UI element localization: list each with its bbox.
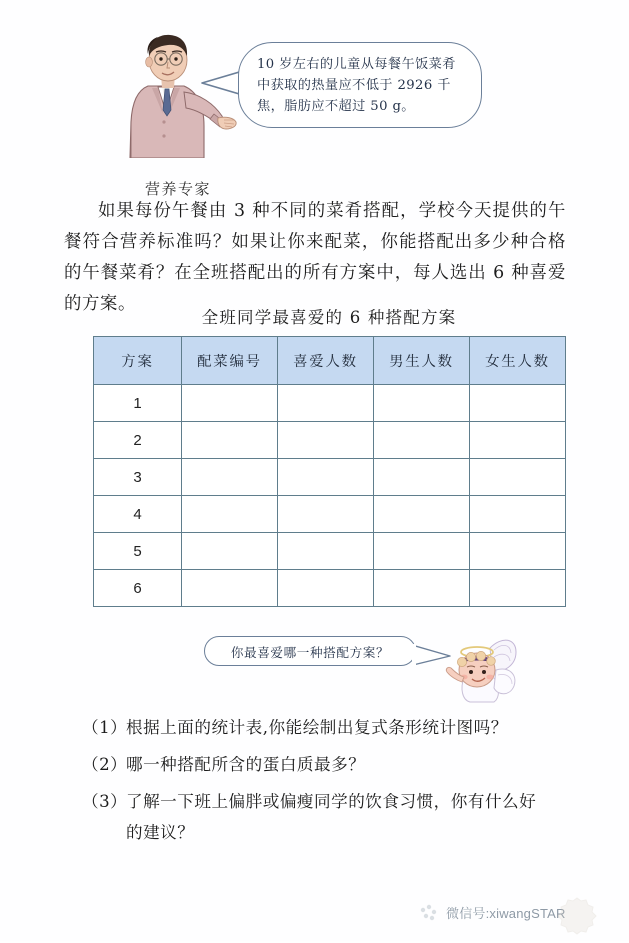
expert-block <box>118 30 248 198</box>
table-row <box>94 459 566 496</box>
main-paragraph: 如果每份午餐由 3 种不同的菜肴搭配，学校今天提供的午餐符合营养标准吗？如果让你来配菜，你能搭配出多少种合格的午餐菜肴？在全班搭配出的所有方案中，每人选出 6 种喜爱的方案。 <box>64 201 566 314</box>
question-item-2 <box>82 749 572 780</box>
question-text-3-line1: 了解一下班上偏胖或偏瘦同学的饮食习惯，你有什么好 <box>126 792 537 811</box>
column-header-girls-count: 女生人数 <box>470 337 566 385</box>
cell-favorite-count[interactable] <box>278 570 374 607</box>
cell-plan: 3 <box>94 459 182 496</box>
table-row <box>94 533 566 570</box>
cell-boys-count[interactable] <box>374 533 470 570</box>
table-row <box>94 570 566 607</box>
cell-girls-count[interactable] <box>470 533 566 570</box>
cell-boys-count[interactable] <box>374 496 470 533</box>
table-header-row <box>94 337 566 385</box>
cell-girls-count[interactable] <box>470 459 566 496</box>
question-number-2: （2） <box>82 755 128 774</box>
cell-favorite-count[interactable] <box>278 533 374 570</box>
statistics-table <box>93 336 566 607</box>
question-text-3-line2: 的建议？ <box>126 823 195 842</box>
speech-bubble-expert <box>238 42 482 128</box>
wechat-dots-icon <box>418 902 440 924</box>
cell-favorite-count[interactable] <box>278 459 374 496</box>
cell-girls-count[interactable] <box>470 496 566 533</box>
cell-dish-number[interactable] <box>182 422 278 459</box>
cell-boys-count[interactable] <box>374 459 470 496</box>
seal-watermark-icon <box>556 896 598 938</box>
cell-dish-number[interactable] <box>182 496 278 533</box>
angel-cherub-illustration <box>444 630 520 704</box>
question-text-2: 哪一种搭配所含的蛋白质最多？ <box>126 755 366 774</box>
cell-boys-count[interactable] <box>374 570 470 607</box>
question-item-1 <box>82 712 572 743</box>
question-number-1: （1） <box>82 718 128 737</box>
cell-dish-number[interactable] <box>182 533 278 570</box>
cell-favorite-count[interactable] <box>278 496 374 533</box>
cell-plan: 6 <box>94 570 182 607</box>
cell-plan: 2 <box>94 422 182 459</box>
question-text-3 <box>126 786 572 848</box>
column-header-boys-count: 男生人数 <box>374 337 470 385</box>
expert-caption: 营养专家 <box>144 180 211 198</box>
cell-boys-count[interactable] <box>374 385 470 422</box>
column-header-dish-number: 配菜编号 <box>182 337 278 385</box>
cell-favorite-count[interactable] <box>278 422 374 459</box>
cell-girls-count[interactable] <box>470 570 566 607</box>
cell-dish-number[interactable] <box>182 459 278 496</box>
speech-bubble-angel <box>204 636 416 666</box>
footer <box>418 900 618 930</box>
cell-girls-count[interactable] <box>470 422 566 459</box>
table-row <box>94 385 566 422</box>
cell-girls-count[interactable] <box>470 385 566 422</box>
table-title: 全班同学最喜爱的 6 种搭配方案 <box>201 308 457 327</box>
cell-plan: 4 <box>94 496 182 533</box>
table-row <box>94 496 566 533</box>
cell-boys-count[interactable] <box>374 422 470 459</box>
expert-bubble-text: 10 岁左右的儿童从每餐午饭菜肴中获取的热量应不低于 2926 千焦，脂肪应不超过 50 g。 <box>257 57 456 114</box>
footer-wechat-id: 微信号:xiwangSTAR <box>446 906 566 921</box>
column-header-favorite-count: 喜爱人数 <box>278 337 374 385</box>
questions-list <box>82 712 572 854</box>
column-header-plan: 方案 <box>94 337 182 385</box>
table-row <box>94 422 566 459</box>
question-number-3: （3） <box>82 792 128 811</box>
question-text-1: 根据上面的统计表,你能绘制出复式条形统计图吗？ <box>126 718 508 737</box>
cell-plan: 5 <box>94 533 182 570</box>
cell-dish-number[interactable] <box>182 385 278 422</box>
cell-favorite-count[interactable] <box>278 385 374 422</box>
cell-dish-number[interactable] <box>182 570 278 607</box>
question-item-3 <box>82 786 572 848</box>
angel-bubble-text: 你最喜爱哪一种搭配方案？ <box>230 644 390 660</box>
cell-plan: 1 <box>94 385 182 422</box>
